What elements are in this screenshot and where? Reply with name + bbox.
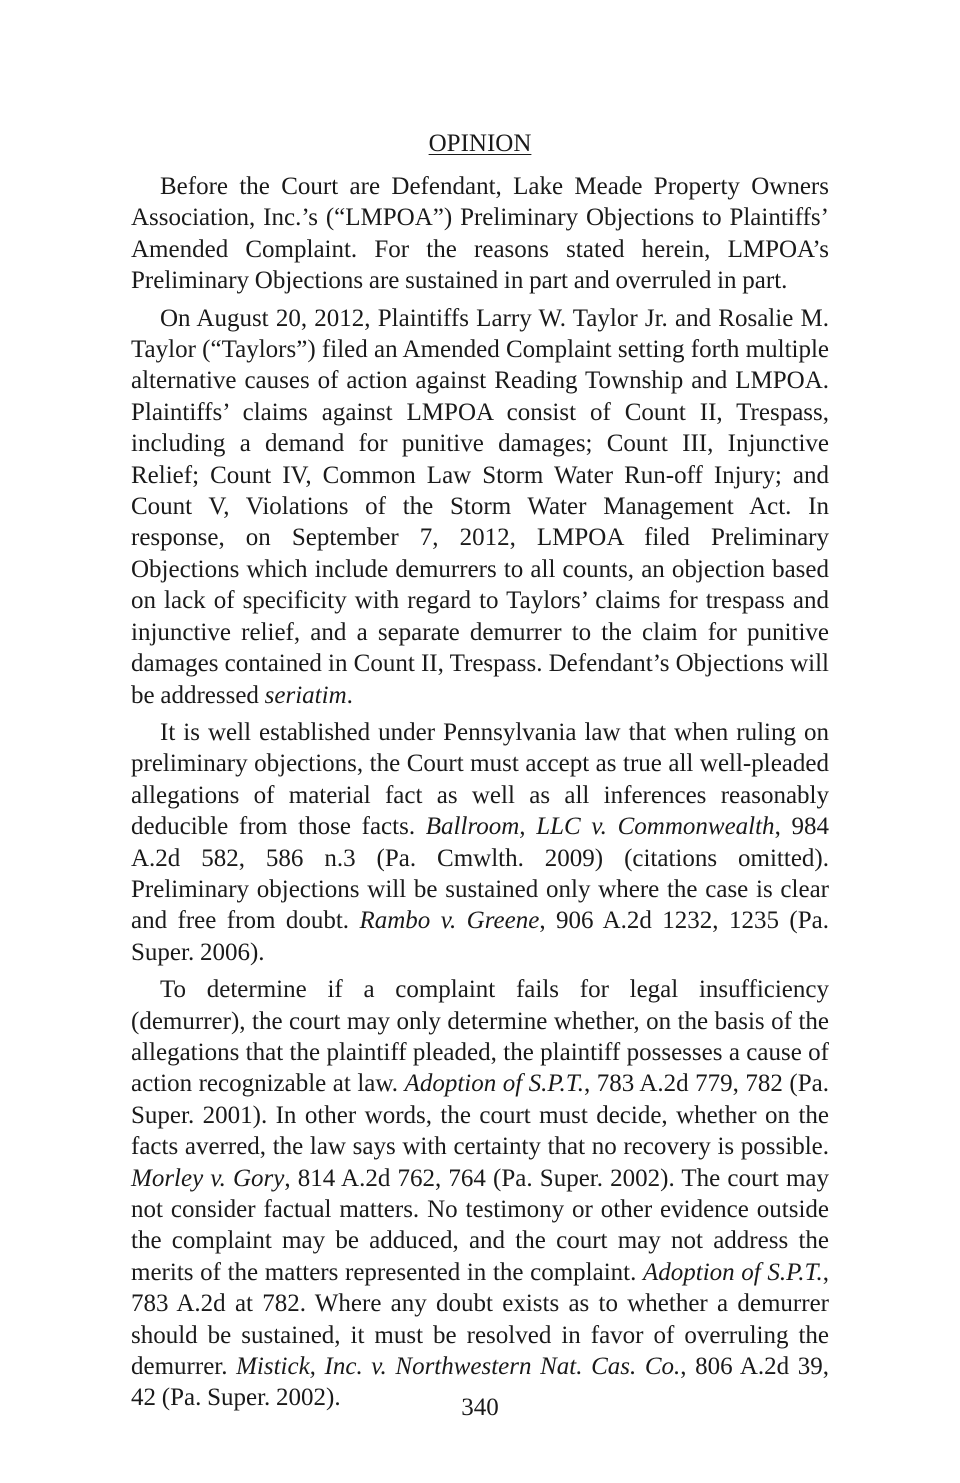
case-citation: Ballroom, LLC v. Commonwealth	[425, 813, 775, 841]
opinion-heading	[131, 128, 829, 159]
case-citation: Adoption of S.P.T.	[404, 1070, 584, 1098]
text-run: , 906 A.2d 1232, 1235 (Pa. Super. 2006).	[131, 907, 830, 966]
opinion-body	[131, 128, 829, 1420]
case-citation: Morley v. Gory	[131, 1164, 285, 1192]
page-number: 340	[461, 1394, 499, 1421]
opinion-heading-text: OPINION	[428, 130, 532, 157]
text-run: , 984 A.2d 582, 586 n.3 (Pa. Cmwlth. 2009) (citations omitted). Preliminary objections will be sustained only where the case is clear and free from doubt.	[131, 813, 830, 935]
text-run: , 806 A.2d 39, 42 (Pa. Super. 2002).	[131, 1353, 829, 1412]
paragraph-demurrer-standard	[131, 974, 829, 1414]
case-citation: Rambo v. Greene	[359, 907, 540, 935]
text-run: Before the Court are Defendant, Lake Meade Property Owners Association, Inc.’s (“LMPOA”) Preliminary Objections to Plaintiffs’ Amended Complaint. For the reasons stated herein, LMPOA’s Preliminary Objections are sustained in part and overruled in part.	[131, 173, 829, 295]
text-run: It is well established under Pennsylvania law that when ruling on preliminary objections, the Court must accept as true all well-pleaded allegations of material fact as well as all inferences reasonably deducible from those facts.	[131, 718, 829, 841]
text-run: To determine if a complaint fails for legal insufficiency (demurrer), the court may only determine whether, on the basis of the allegations that the plaintiff pleaded, the plaintiff possesses a cause of action recognizable at law.	[131, 976, 829, 1098]
case-citation: seriatim	[264, 681, 347, 709]
case-citation: Adoption of S.P.T.	[643, 1258, 823, 1286]
text-run: , 783 A.2d 779, 782 (Pa. Super. 2001). In other words, the court must decide, whether on the facts averred, the law says with certainty that no recovery is possible.	[131, 1070, 829, 1161]
case-citation: Mistick, Inc. v. Northwestern Nat. Cas. Co.	[236, 1353, 681, 1381]
text-run: .	[346, 681, 353, 709]
paragraph-intro	[131, 171, 829, 297]
paragraph-standard-of-review	[131, 717, 829, 968]
paragraph-procedural-history	[131, 303, 829, 711]
text-run: , 814 A.2d 762, 764 (Pa. Super. 2002). The court may not consider factual matters. No testimony or other evidence outside the complaint may be adduced, and the court may not address the merits of the matters represented in the complaint.	[131, 1164, 829, 1286]
text-run: , 783 A.2d at 782. Where any doubt exists as to whether a demurrer should be sustained, it must be resolved in favor of overruling the demurrer.	[131, 1258, 829, 1381]
text-run: On August 20, 2012, Plaintiffs Larry W. Taylor Jr. and Rosalie M. Taylor (“Taylors”) filed an Amended Complaint setting forth multiple alternative causes of action against Reading Township and LMPOA. Plaintiffs’ claims against LMPOA consist of Count II, Trespass, including a demand for punitive damages; Count III, Injunctive Relief; Count IV, Common Law Storm Water Run-off Injury; and Count V, Violations of the Storm Water Management Act. In response, on September 7, 2012, LMPOA filed Preliminary Objections which include demurrers to all counts, an objection based on lack of specificity with regard to Taylors’ claims for trespass and injunctive relief, and a separate demurrer to the claim for punitive damages contained in Count II, Trespass. Defendant’s Objections will be addressed	[131, 304, 829, 709]
